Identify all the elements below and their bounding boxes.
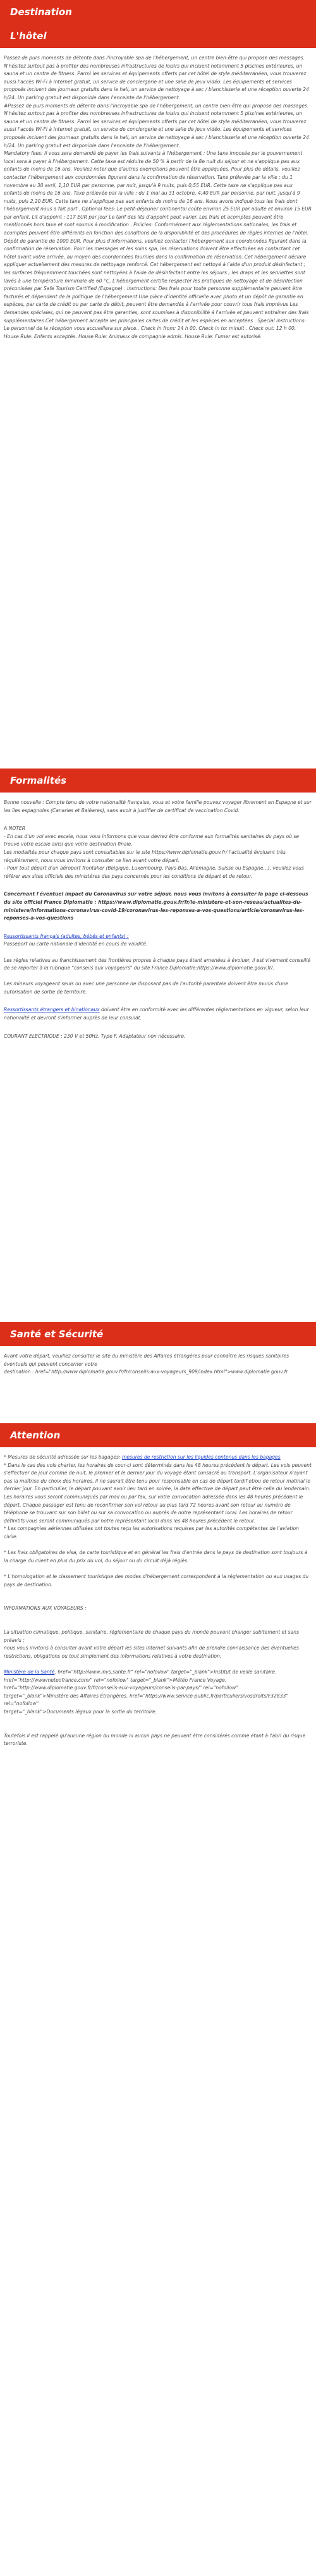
sante-section <box>0 1322 316 1423</box>
attention-luggage-prefix: * Mesures de sécurité adressée sur les bagages: <box>4 1454 122 1460</box>
formalites-foreign <box>4 1006 312 1022</box>
destination-banner <box>0 0 316 24</box>
sante-title: Santé et Sécurité <box>10 1328 104 1340</box>
ministry-health-link[interactable]: Ministère de la Santé <box>4 1669 55 1675</box>
attention-links-text: . href="http://www.invs.sante.fr" rel="nofollow" target="_blank">Institut de veille sanitaire. href="http://wwwmeteofrance.com/" rel="nofollow" target="_blank">Météo France Voyage. href="http://www.diplomatie.gouv.fr/fr/conseils-aux-voyageurs/conseils-par-pays/" rel="nofollow" target="_blank">Ministère des Affaires Étrangères. href="https://www.service-public.fr/particuliers/vosdroits/F32833" rel="nofollow" target="_blank">Documents légaux pour la sortie du territoire. Toutefois il est rappelé qu'aucune région du monde ni aucun pays ne peuvent être considérés comme étant à l'abri du risque terroriste. <box>4 1669 306 1747</box>
formalites-title: Formalités <box>10 775 67 786</box>
hotel-title: L'hôtel <box>10 30 47 42</box>
formalites-intro: Bonne nouvelle : Compte tenu de votre nationalité française, vous et votre famille pouvez voyager librement en Espagne et sur les îles espagnoles (Canaries et Baléares), sans avoir à justifier de certificat de vaccination Covid. <box>4 799 313 813</box>
attention-title: Attention <box>10 1430 61 1441</box>
foreign-nationals-text: doivent être en conformité avec les différentes réglementations en vigueur, selon leur nationalité et devront s'informer auprès de leur consulat. <box>4 1007 311 1021</box>
formalites-banner <box>0 769 316 793</box>
electric-current: COURANT ELECTRIQUE : 230 V et 50Hz. Type F. Adaptateur non nécessaire. <box>4 1033 186 1039</box>
hotel-banner <box>0 24 316 48</box>
fr-nationals-text: Passeport ou carte nationale d'identité en cours de validité. Les règles relatives au franchissement des frontières propres à chaque pays étant amenées à évoluer, il est vivement conseillé de se reporter à la rubrique "conseils aux voyageurs" du site France Diplomatie:https://www.diplomatie.gouv.fr/. Les mineurs voyageant seuls ou avec une personne ne disposant pas de l'autorité parentale doivent être munis d'une autorisation de sortie de territoire. <box>4 941 311 995</box>
hotel-description: Passez de purs moments de détente dans l'incroyable spa de l'hébergement, un centre bien-être qui propose des massages. N'hésitez surtout pas à profiter des nombreuses infrastructures de loisirs qui incluent notamment 5 piscines extérieures, un sauna et un centre de fitness. Parmi les services et équipements offerts par cet hôtel de style méditerranéen, vous trouverez aussi l'accès Wi-Fi à Internet gratuit, un service de conciergerie et une salle de jeux vidéo. Les équipements et services proposés incluent des journaux gratuits dans le hall, un service de nettoyage à sec / blanchisserie et une réception ouverte 24 h/24. Un parking gratuit est disponible dans l'enceinte de l'hébergement. #Passez de purs moments de détente dans l'incroyable spa de l'hébergement, un centre bien-être qui propose des massages. N'hésitez surtout pas à profiter des nombreuses infrastructures de loisirs qui incluent notamment 5 piscines extérieures, un sauna et un centre de fitness. Parmi les services et équipements offerts par cet hôtel de style méditerranéen, vous trouverez aussi l'accès Wi-Fi à Internet gratuit, un service de conciergerie et une salle de jeux vidéo. Les équipements et services proposés incluent des journaux gratuits dans le hall, un service de nettoyage à sec / blanchisserie et une réception ouverte 24 h/24. Un parking gratuit est disponible dans l'enceinte de l'hébergement. Mandatory fees: Il vous sera demandé de payer les frais suivants à l'hébergement : Une taxe imposée par le gouvernement local sera à payer à l'hébergement. Cette taxe est réduite de 50 % à partir de la 8e nuit du séjour et ne s'applique pas aux enfants de moins de 16 ans. Veuillez noter que d'autres exemptions peuvent être appliquées. Pour plus de détails, veuillez contacter l'hébergement aux coordonnées figurant dans la confirmation de réservation. Taxe prélevée par la ville : du 1 novembre au 30 avril, 1,10 EUR par personne, par nuit, jusqu'à 9 nuits, puis 0,55 EUR. Cette taxe ne s'applique pas aux enfants de moins de 16 ans. Taxe prélevée par la ville : du 1 mai au 31 octobre, 4,40 EUR par personne, par nuit, jusqu'à 9 nuits, puis 2,20 EUR. Cette taxe ne s'applique pas aux enfants de moins de 16 ans. Nous avons indiqué tous les frais dont l'hébergement nous a fait part . Optional fees: Le petit-déjeuner continental coûte environ 25 EUR par adulte et environ 15 EUR par enfant. Lit d'appoint : 117 EUR par jour Le tarif des lits d'appoint peut varier. Les frais et acomptes peuvent être mentionnés hors taxe et sont soumis à modification . Policies: Conformément aux réglementations nationales, les frais et acomptes peuvent être différents en fonction des conditions de la disponibilité et des procédures de règles internes de l'hôtel. Dépôt de garantie de 1000 EUR. Pour plus d'informations, veuillez contacter l'hébergement aux coordonnées figurant dans la confirmation de réservation. Pour les messages et les soins spa, les réservations doivent être effectuées en contactant cet hôtel avant votre arrivée, au moyen des coordonnées fournies dans la confirmation de réservation. Cet hébergement déclare appliquer actuellement des mesures de nettoyage renforcé. Cet hébergement est nettoyé à l'aide d'un produit désinfectant ; les surfaces fréquemment touchées sont nettoyées à l'aide de désinfectant entre les séjours ; les draps et les serviettes sont lavés à une température minimale de 60 °C. L'hébergement certifie respecter les pratiques de nettoyage et de désinfection préconisées par Safe Tourism Certified (Espagne) . Instructions: Des frais pour toute personne supplémentaire peuvent être facturés et dépendent de la politique de l'hébergement Une pièce d'identité officielle avec photo et un dépôt de garantie en espèces, par carte de crédit ou par carte de débit, peuvent être demandés à l'arrivée pour couvrir tous frais imprévus Les demandes spéciales, qui ne peuvent pas être garanties, sont soumises à disponibilité à l'arrivée et peuvent entraîner des frais supplémentaires Cet hébergement accepte les principales cartes de crédit et les espèces en acceptées . Special instructions: Le personnel de la réception vous accueillera sur place.. Check in from: 14 h 00. Check in to: minuit . Check out: 12 h 00. House Rule: Enfants acceptés. House Rule: Animaux de compagnie admis. House Rule: Fumer est autorisé. <box>4 55 312 339</box>
sante-text: Avant votre départ, veuillez consulter le site du ministère des Affaires étrangères pour connaître les risques sanitaires éventuels qui peuvent concerner votre destination : href="http://www.diplomatie.gouv.fr/fr/conseils-aux-voyageurs_909/index.html">www.diplomatie.gouv.fr <box>4 1353 289 1375</box>
sante-banner <box>0 1322 316 1346</box>
attention-links <box>4 1668 312 1748</box>
fr-nationals-link[interactable]: Ressortissants français (adultes, bébés et enfants) : <box>4 933 129 939</box>
foreign-nationals-link[interactable]: Ressortissants étrangers et binationaux <box>4 1007 100 1013</box>
liquids-restriction-link[interactable]: mesures de restriction sur les liquides contenus dans les bagages <box>121 1454 281 1460</box>
destination-title: Destination <box>10 6 72 18</box>
attention-banner <box>0 1423 316 1447</box>
formalites-covid-intro: Concernant l'éventuel impact du Coronavirus sur votre séjour, nous vous invitons à consulter la page ci-dessous du site officiel France Diplomatie : https://www.diplomatie.gouv.fr/fr/le-ministere-et-son-reseau/actualites-du-ministere/informations-coronavirus-covid-19/coronavirus-les-reponses-a-vos-questions/article/coronavirus-les-reponses-a-vos-questions <box>4 891 310 921</box>
formalites-fr <box>4 933 312 997</box>
formalites-note-text: - En cas d'un vol avec escale, nous vous informons que vous devrez être conforme aux formalités sanitaires du pays où se trouve votre escale ainsi que votre destination finale. Les modalités pour chaque pays sont consultables sur le site https://www.diplomatie.gouv.fr/ l'actualité évoluant très régulièrement, nous vous invitons à consulter ce lien avant votre départ. - Pour tout départ d'un aéroport frontalier (Belgique, Luxembourg, Pays-Bas, Allemagne, Suisse ou Espagne...), veuillez vous référer aux sites officiels des ministères des pays concernés pour les conditions de départ et de retour. <box>4 833 304 879</box>
attention-section <box>0 1423 316 1748</box>
formalites-note-title: A NOTER <box>4 825 25 832</box>
hotel-section <box>0 24 316 769</box>
formalites-section <box>0 769 316 1322</box>
attention-body: * Dans le cas des vols charter, les horaires de cour-ci sont déterminés dans les 48 heures précédent le départ. Les vols peuvent s'effectuer de jour comme de nuit, le premier et le dernier jour du voyage étant consacré au transport. L'organisateur n'ayant pas la maîtrise du choix des horaires, il ne saurait être tenu pour responsable en cas de départ tardif et/ou de retour matinal le dernier jour. En particulier, le départ pouvant avoir lieu tard en soirée, la date effective de départ peut être celle du lendemain. Les horaires vous seront communiqués par mail ou par fax, sur votre convocation adressée dans les 48 heures précédent le départ. Chaque passager est tenu de reconfirmer son vol retour au plus tard 72 heures avant son retour au numéro de téléphone se trouvant sur son billet ou sur sa convocation ou auprès de notre représentant local. Les horaires de retour définitifs vous seront communiqués par notre représentant local dans les 48 heures précédent le retour. * Les compagnies aériennes utilisées ont toutes reçu les autorisations requises par les autorités compétentes de l'aviation civile. * Les frais obligatoires de visa, de carte touristique et en général les frais d'entrée dans le pays de destination sont toujours à la charge du client en plus du prix du vol, du séjour ou du circuit déjà réglés. * L'homologation et le classement touristique des modes d'hébergement correspondent à la réglementation ou aux usages du pays de destination. INFORMATIONS AUX VOYAGEURS : La situation climatique, politique, sanitaire, réglementaire de chaque pays du monde pouvant changer subitement et sans préavis ; nous vous invitons à consulter avant votre départ les sites Internet suivants afin de prendre connaissance des éventuelles restrictions, obligations ou tout simplement des informations relatives à votre destination. <box>4 1462 312 1659</box>
attention-luggage <box>4 1454 312 1462</box>
